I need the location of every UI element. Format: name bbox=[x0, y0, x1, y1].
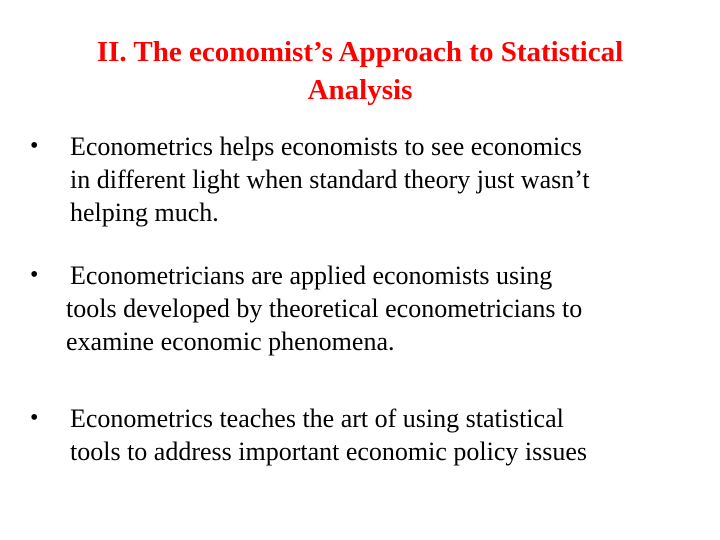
bullet-marker: • bbox=[30, 133, 39, 159]
bullet-1-line-1: Econometrics helps economists to see economics bbox=[70, 132, 582, 161]
bullet-3-line-1: Econometrics teaches the art of using statistical bbox=[70, 404, 564, 433]
bullet-2-line-3: examine economic phenomena. bbox=[66, 327, 395, 356]
slide-title-line-2: Analysis bbox=[307, 74, 413, 106]
bullet-text-1 bbox=[70, 130, 590, 229]
bullet-3-line-2: tools to address important economic policy issues bbox=[70, 437, 588, 466]
bullet-2-line-2: tools developed by theoretical econometricians to bbox=[66, 294, 583, 323]
bullet-text-3 bbox=[70, 402, 587, 468]
bullet-1-line-2: in different light when standard theory just wasn’t bbox=[70, 165, 590, 194]
bullet-1-line-3: helping much. bbox=[70, 198, 219, 227]
bullet-2-line-1: Econometricians are applied economists using bbox=[70, 261, 553, 290]
bullet-marker: • bbox=[30, 405, 39, 431]
bullet-marker: • bbox=[30, 262, 39, 288]
slide-title bbox=[0, 33, 720, 109]
slide-title-line-1: II. The economist’s Approach to Statistical bbox=[96, 36, 624, 68]
bullet-text-2 bbox=[66, 259, 582, 358]
